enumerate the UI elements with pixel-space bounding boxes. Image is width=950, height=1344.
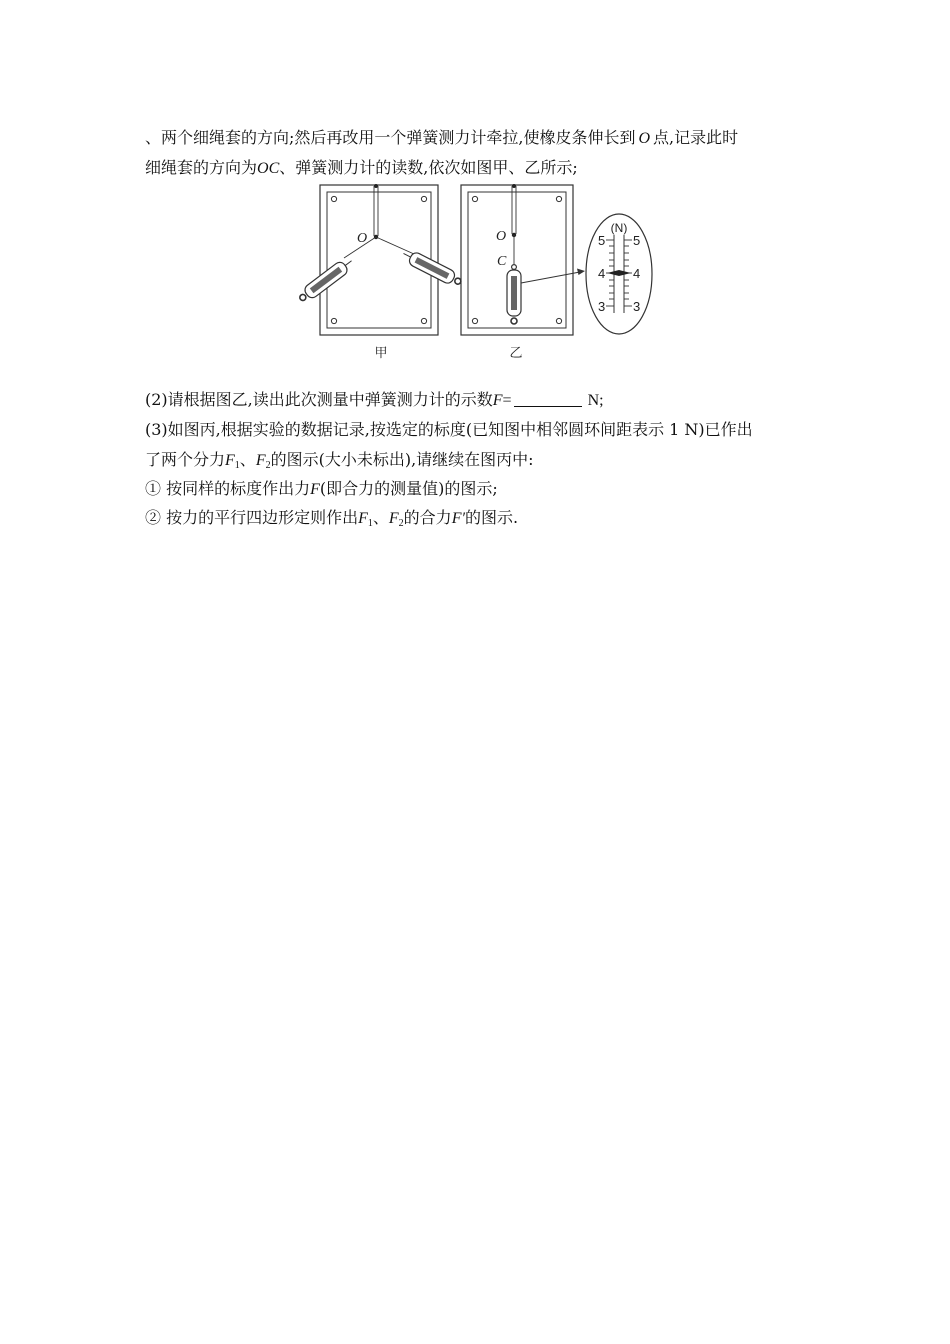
scale-right-4: 4 [633,266,641,281]
point-o-label-yi: O [496,229,507,244]
subscript-1: 1 [234,460,240,471]
board-jia [296,184,463,361]
point-o-label-jia: O [357,231,368,246]
subscript-2: 2 [398,518,404,529]
force-f-prime: F′ [451,510,465,527]
sep: 、 [239,450,256,469]
scale-right-5: 5 [633,233,641,248]
text-seg: 点,记录此时 [653,128,739,147]
text-seg: (即合力的测量值)的图示; [319,479,498,498]
text-seg: ① 按同样的标度作出力 [145,479,311,498]
question-3-line-2 [145,450,534,471]
label-jia: 甲 [374,346,388,361]
text-seg: ② 按力的平行四边形定则作出 [145,508,359,527]
text-seg: 、两个细绳套的方向;然后再改用一个弹簧测力计牵拉,使橡皮条伸长到 [145,128,636,147]
answer-blank[interactable] [514,392,582,407]
unit-n: N; [587,392,604,409]
question-2 [145,390,604,411]
sep: 、 [372,508,389,527]
spring-scale-right [400,247,463,289]
scale-left-5: 5 [598,233,606,248]
text-seg: 、弹簧测力计的读数,依次如图甲、乙所示; [279,158,578,177]
point-o-text: O [638,130,651,147]
point-c-label: C [497,254,507,269]
scale-left-3: 3 [598,299,606,314]
force-f2: F [388,510,399,527]
text-seg: (2)请根据图乙,读出此次测量中弹簧测力计的示数 [145,390,493,409]
line-oc-text: OC [257,160,280,177]
text-seg: 细绳套的方向为 [145,158,258,177]
scale-left-4: 4 [598,266,606,281]
question-3-item-1 [145,479,498,500]
text-line-2 [145,158,578,179]
question-3-line-1 [145,420,753,440]
spring-scale-vertical [507,265,521,324]
label-yi: 乙 [509,346,523,361]
force-f1: F [358,510,368,527]
magnified-scale [586,214,652,334]
subscript-2: 2 [265,460,271,471]
text-seg: (3)如图丙,根据实验的数据记录,按选定的标度(已知图中相邻圆环间距表示 1 N)已作出 [145,420,753,439]
text-seg: 的图示. [464,508,519,527]
subscript-1: 1 [367,518,373,529]
experiment-figure [296,180,656,365]
force-f1: F [225,452,235,469]
force-f: F [310,481,320,498]
spring-scale-left [296,255,356,305]
force-f: F [492,392,503,409]
force-f2: F [255,452,266,469]
unit-label: (N) [610,221,628,235]
equals-sign: = [502,392,512,409]
board-yi [461,184,585,361]
text-seg: 了两个分力 [145,450,226,469]
scale-right-3: 3 [633,299,641,314]
text-seg: 的图示(大小未标出),请继续在图丙中: [270,450,534,469]
question-3-item-2 [145,508,518,529]
text-line-1 [145,128,738,149]
text-seg: 的合力 [403,508,452,527]
